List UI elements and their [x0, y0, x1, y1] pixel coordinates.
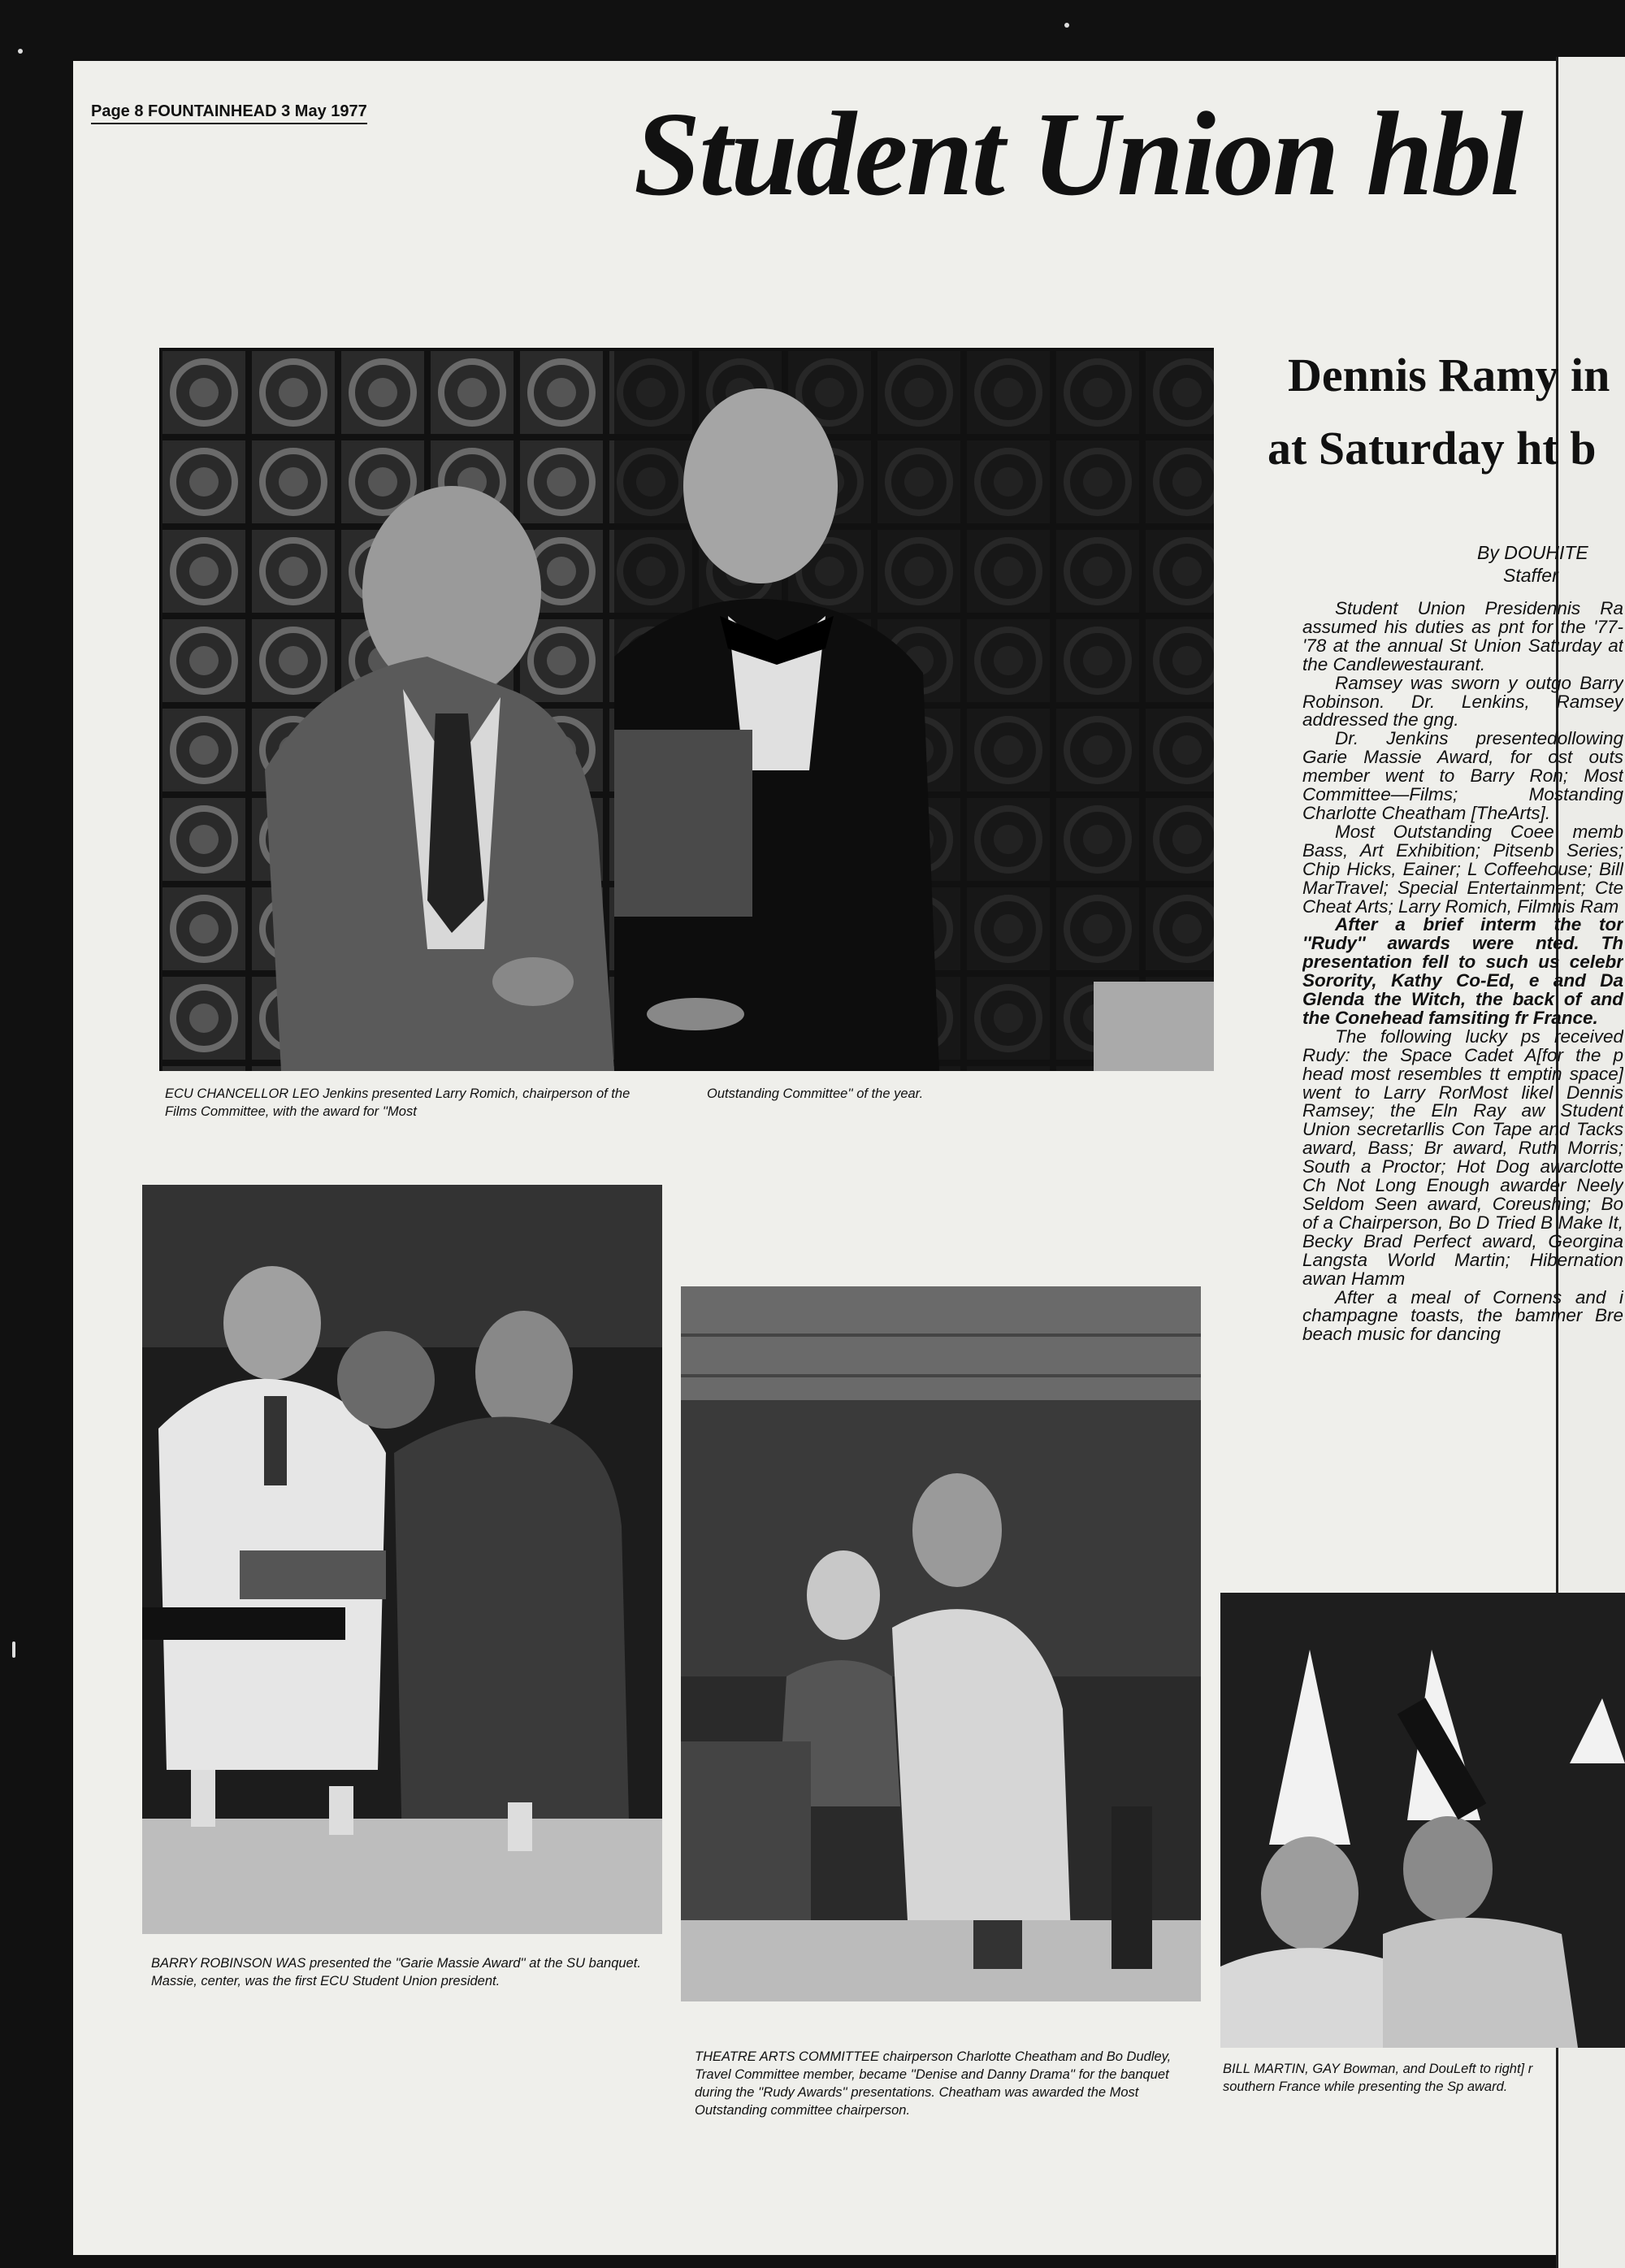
caption-photo1-right: Outstanding Committee'' of the year. [707, 1086, 924, 1101]
caption-photo1-left: ECU CHANCELLOR LEO Jenkins presented Larry Romich, chairperson of the Films Committee, with the award for ''Most [165, 1086, 630, 1119]
byline-author: By DOUHITE [1477, 542, 1588, 563]
scan-speck [18, 49, 23, 54]
photo-dunce-hats [1220, 1593, 1625, 2048]
caption-photo4-line1: BILL MARTIN, GAY Bowman, and DouLeft to right] r [1223, 2062, 1533, 2076]
byline-role: Staffer [1503, 565, 1558, 586]
photo-theatre-arts-image [681, 1286, 1201, 2001]
scan-speck [12, 1641, 15, 1658]
caption-photo4-line2: southern France while presenting the Sp award. [1223, 2079, 1508, 2094]
photo-garie-massie-award [142, 1185, 662, 1934]
article-paragraph: Student Union Presidennis Ra assumed his duties as pnt for the '77-'78 at the annual St Union Saturday at the Candlewestaurant. [1302, 600, 1623, 674]
article-paragraph: After a brief interm the tor ''Rudy'' awards were nted. Th presentation fell to such us celebr Sorority, Kathy Co-Ed, e and Da Glenda the Witch, the back of and the Conehead famsiting fr France. [1302, 914, 1623, 1028]
photo-theatre-arts [681, 1286, 1201, 2001]
photo-dunce-hats-image [1220, 1593, 1625, 2048]
page-folio: Page 8 FOUNTAINHEAD 3 May 1977 [91, 102, 367, 124]
article-byline [1477, 541, 1623, 587]
article-paragraph: Ramsey was sworn y outgo Barry Robinson. Dr. Lenkins, Ramsey addressed the gng. [1302, 672, 1623, 731]
article-paragraph: After a meal of Cornens and i champagne toasts, the bammer Bre beach music for dancing [1302, 1286, 1623, 1345]
photo-chancellor-award-image [159, 348, 1214, 1071]
article-paragraph: The following lucky ps received Rudy: the Space Cadet A[for the p head most resembles tt emptin space] went to Larry RorMost likel Dennis Ramsey; the Eln Ray aw Student Union secretarllis Con Tape and Tacks award, Bass; Br award, Ruth Morris; South a Proctor; Hot Dog awarclotte Ch Not Long Enough awarder Neely Seldom Seen award, Coreushing; Bo of a Chairperson, Bo D Tried B Make It, Becky Brad Perfect award, Georgina Langsta World Martin; Hibernation awan Hamm [1302, 1026, 1623, 1289]
page-headline: Student Union hbl [634, 88, 1522, 221]
photo-garie-massie-award-image [142, 1185, 662, 1934]
article-body [1302, 600, 1623, 1583]
caption-photo2: BARRY ROBINSON WAS presented the ''Garie Massie Award'' at the SU banquet. Massie, center, was the first ECU Student Union president. [151, 1956, 641, 1988]
article-paragraph: Dr. Jenkins presentedollowing Garie Massie Award, for ost outs member went to Barry Ron; Most Committee—Films; Mostanding Charlotte Cheatham [TheArts]. [1302, 728, 1623, 823]
scan-speck [1064, 23, 1069, 28]
article-subhead-line2: at Saturday ht b [1268, 422, 1597, 475]
caption-photo3: THEATRE ARTS COMMITTEE chairperson Charlotte Cheatham and Bo Dudley, Travel Committee member, became ''Denise and Danny Drama'' for the banquet during the ''Rudy Awards'' presentations. Cheatham was awarded the Most Outstanding committee chairperson. [695, 2049, 1172, 2118]
photo-chancellor-award [159, 348, 1214, 1071]
article-paragraph: Most Outstanding Coee memb Bass, Art Exhibition; Pitsenb Series; Chip Hicks, Eainer; L Coffeehouse; Bill MarTravel; Special Entertainment; Cte Cheat Arts; Larry Romich, Filmnis Ram [1302, 821, 1623, 917]
article-subhead-line1: Dennis Ramy in [1288, 349, 1610, 401]
